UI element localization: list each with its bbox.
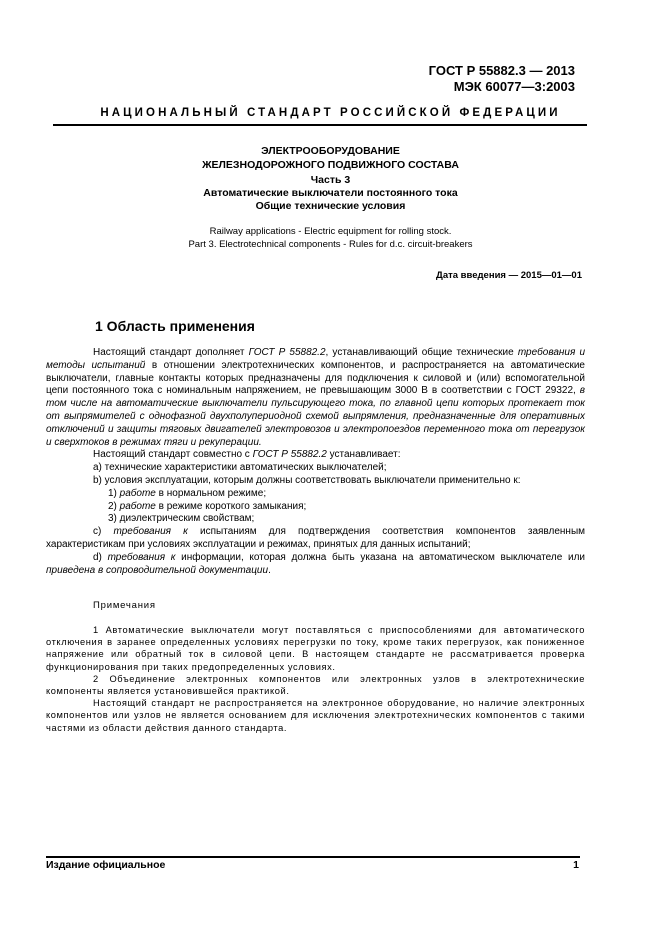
text-run-italic: требования к bbox=[107, 551, 176, 563]
list-item-c bbox=[46, 526, 585, 552]
text-run: d) bbox=[93, 551, 108, 563]
sub-item-3: 3) диэлектрическим свойствам; bbox=[108, 513, 255, 525]
standard-code: ГОСТ Р 55882.3 — 2013 bbox=[428, 63, 575, 78]
text-run: информации, которая должна быть указана на автоматическом выключателе или bbox=[175, 551, 585, 563]
official-edition-label: Издание официальное bbox=[46, 859, 166, 871]
text-run: . bbox=[268, 564, 271, 576]
notes-title: Примечания bbox=[93, 600, 156, 611]
note-2: 2 Объединение электронных компонентов или электронных узлов в электротехнические компоненты является установившейся практикой. bbox=[46, 673, 585, 697]
text-run: в нормальном режиме; bbox=[155, 487, 267, 499]
note-1: 1 Автоматические выключатели могут поставляться с приспособлениями для автоматического отключения в заранее определенных условиях перегрузки по току, кроме таких перегрузок, как пониженное напряжение или обратный ток в силовой цепи. В настоящем стандарте не рассматривается проверка функционирования при таких предопределенных условиях. bbox=[46, 625, 585, 672]
text-run-italic: работе bbox=[119, 487, 156, 499]
list-item-a: a) технические характеристики автоматических выключателей; bbox=[93, 462, 387, 474]
text-run: Настоящий стандарт дополняет bbox=[93, 347, 249, 358]
paragraph-scope bbox=[46, 347, 585, 449]
national-standard-heading: НАЦИОНАЛЬНЫЙ СТАНДАРТ РОССИЙСКОЙ ФЕДЕРАЦИИ bbox=[100, 107, 561, 119]
link-reference: ГОСТ Р 55882.2 bbox=[252, 449, 327, 461]
section-title: 1 Область применения bbox=[95, 318, 255, 334]
header-rule bbox=[53, 124, 587, 126]
link-reference: ГОСТ Р 55882.2 bbox=[248, 347, 326, 358]
page-number: 1 bbox=[573, 859, 579, 871]
title-line4: Общие технические условия bbox=[255, 200, 406, 212]
notes-body bbox=[46, 624, 585, 734]
text-run: устанавливает: bbox=[326, 449, 401, 461]
title-line3: Автоматические выключатели постоянного тока bbox=[203, 187, 458, 199]
text-run: в режиме короткого замыкания; bbox=[155, 500, 307, 512]
section-body bbox=[46, 347, 585, 577]
text-run: в отношении электротехнических компонентов, и распространяется на автоматические выключатели, главные контакты которых предназначены для подключения к силовой и (или) вспомогательной цепи постоянного тока с номинальным напряжением, не превышающим 3000 В в соответствии с ГОСТ 29322, bbox=[46, 359, 585, 397]
text-run: 1) bbox=[108, 487, 120, 499]
text-run: , устанавливающий общие технические bbox=[325, 347, 518, 358]
english-title-line1: Railway applications - Electric equipment for rolling stock. bbox=[209, 226, 452, 237]
text-run: 2) bbox=[108, 500, 120, 512]
sub-item-2 bbox=[46, 501, 585, 514]
text-run-italic: приведена в сопроводительной документации bbox=[46, 564, 269, 576]
footer-rule bbox=[46, 856, 580, 858]
text-run: c) bbox=[93, 526, 114, 538]
list-item-b: b) условия эксплуатации, которым должны соответствовать выключатели применительно к: bbox=[93, 474, 521, 486]
paragraph-establishes bbox=[46, 449, 585, 462]
text-run-italic: в том числе на автоматические выключатели пульсирующего тока, по главной цепи которых протекает ток от выпрямителей с однофазной двухполупериодной схемой выпрямления, предназначенные для оперативных отключений и защиты тяговых двигателей электровозов и электропоездов переменного тока от перегрузок и сверхтоков в режимах тяги и рекуперации. bbox=[46, 385, 585, 448]
title-line1: ЭЛЕКТРООБОРУДОВАНИЕ bbox=[261, 145, 400, 157]
sub-item-1 bbox=[46, 488, 585, 501]
text-run-italic: работе bbox=[119, 500, 156, 512]
english-title-line2: Part 3. Electrotechnical components - Rules for d.c. circuit-breakers bbox=[188, 239, 473, 250]
list-item-d bbox=[46, 552, 585, 578]
introduction-date: Дата введения — 2015—01—01 bbox=[436, 270, 582, 281]
text-run: Настоящий стандарт совместно с bbox=[93, 449, 253, 461]
text-run-italic: требования и методы испытаний bbox=[46, 347, 586, 371]
iec-code: МЭК 60077—3:2003 bbox=[453, 79, 575, 94]
text-run-italic: требования к bbox=[113, 526, 188, 538]
title-line2: ЖЕЛЕЗНОДОРОЖНОГО ПОДВИЖНОГО СОСТАВА bbox=[202, 159, 459, 171]
note-3: Настоящий стандарт не распространяется на электронное оборудование, но наличие электронных компонентов или узлов не является основанием для исключения электротехнических компонентов с такими частями из области действия данного стандарта. bbox=[46, 698, 585, 733]
text-run: испытаниям для подтверждения соответствия компонентов заявленным характеристикам при условиях эксплуатации и режимах, принятых для данных испытаний; bbox=[46, 526, 586, 550]
title-part: Часть 3 bbox=[310, 174, 351, 186]
